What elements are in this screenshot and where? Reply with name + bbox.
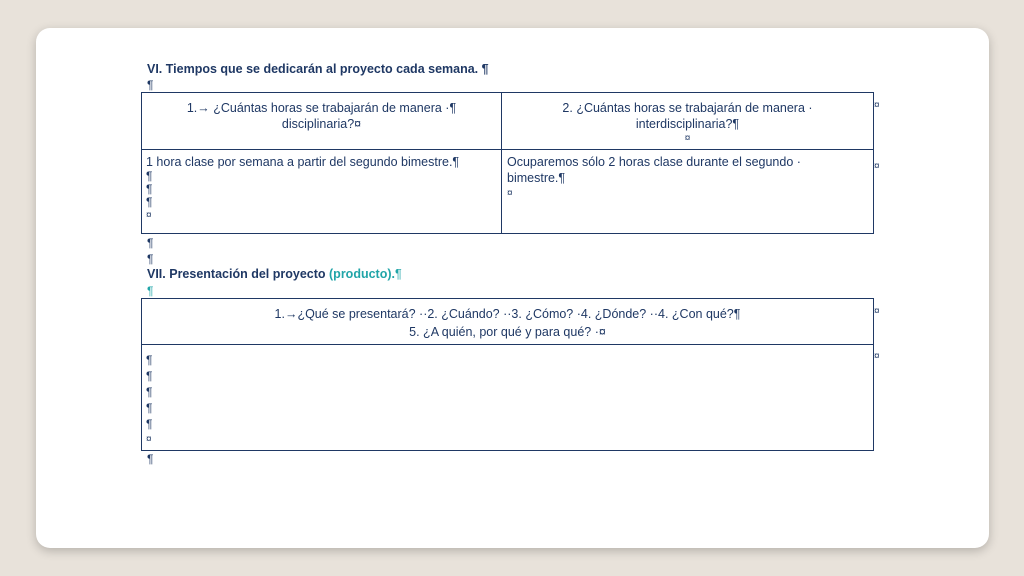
- hours-table: [141, 92, 874, 234]
- paragraph-mark: ¶: [146, 353, 153, 367]
- cell-end-mark: ¤: [146, 434, 152, 445]
- paragraph-mark: ¶: [146, 401, 153, 415]
- presentation-body-cell: [142, 345, 874, 451]
- document-page: [36, 28, 989, 548]
- row-end-mark: ¤: [874, 351, 880, 362]
- paragraph-mark: ¶: [146, 195, 153, 209]
- header-right-line-2: interdisciplinaria?¶: [635, 117, 740, 131]
- hours-table-body-row: [142, 150, 874, 234]
- cell-end-mark: ¤: [507, 188, 513, 199]
- row-end-mark: ¤: [874, 100, 880, 111]
- row-end-mark: ¤: [874, 161, 880, 172]
- body-left-text: 1 hora clase por semana a partir del segundo bimestre.¶: [146, 155, 460, 169]
- paragraph-mark: ¶: [147, 284, 154, 298]
- body-left-marks: [146, 170, 496, 222]
- row-end-mark: ¤: [874, 306, 880, 317]
- presentation-table-body-row: [142, 345, 874, 451]
- body-right-line-1: Ocuparemos sólo 2 horas clase durante el segundo ·: [507, 155, 801, 169]
- presentation-table: [141, 298, 874, 451]
- questions-line-1: 1.→¿Qué se presentará? ··2. ¿Cuándo? ··3. ¿Cómo? ·4. ¿Dónde? ··4. ¿Con qué?¶: [274, 307, 741, 321]
- paragraph-mark: ¶: [146, 182, 153, 196]
- paragraph-mark: ¶: [146, 385, 153, 399]
- header-cell-disciplinary: [142, 93, 502, 150]
- section-7-heading: [147, 267, 402, 281]
- paragraph-mark: ¶: [147, 452, 154, 466]
- questions-cell: [142, 299, 874, 345]
- cell-end-mark: ¤: [146, 210, 152, 221]
- header-left-line-2: disciplinaria?¤: [281, 117, 362, 131]
- paragraph-mark: ¶: [147, 236, 154, 250]
- header-cell-interdisciplinary: [502, 93, 874, 150]
- cell-end-mark: ¤: [684, 133, 691, 144]
- paragraph-mark: ¶: [146, 169, 153, 183]
- paragraph-mark: ¶: [147, 78, 154, 92]
- paragraph-mark: ¶: [146, 417, 153, 431]
- body-cell-interdisciplinary: [502, 150, 874, 234]
- body-cell-disciplinary: [142, 150, 502, 234]
- paragraph-mark: ¶: [146, 369, 153, 383]
- header-left-line-1: 1.→ ¿Cuántas horas se trabajarán de manera ·¶: [186, 101, 457, 115]
- paragraph-mark: ¶: [147, 252, 154, 266]
- presentation-body-marks: [146, 352, 868, 448]
- body-right-line-2: bimestre.¶: [507, 171, 566, 185]
- hours-table-header-row: [142, 93, 874, 150]
- header-right-line-1: 2. ¿Cuántas horas se trabajarán de manera ·: [562, 101, 813, 115]
- section-7-heading-accent: (producto).: [329, 267, 395, 281]
- section-7-heading-main: VII. Presentación del proyecto: [147, 267, 330, 281]
- section-6-heading: VI. Tiempos que se dedicarán al proyecto cada semana. ¶: [147, 62, 489, 76]
- presentation-table-header-row: [142, 299, 874, 345]
- questions-line-2: 5. ¿A quién, por qué y para qué? ·¤: [409, 325, 606, 339]
- paragraph-mark: ¶: [394, 267, 402, 281]
